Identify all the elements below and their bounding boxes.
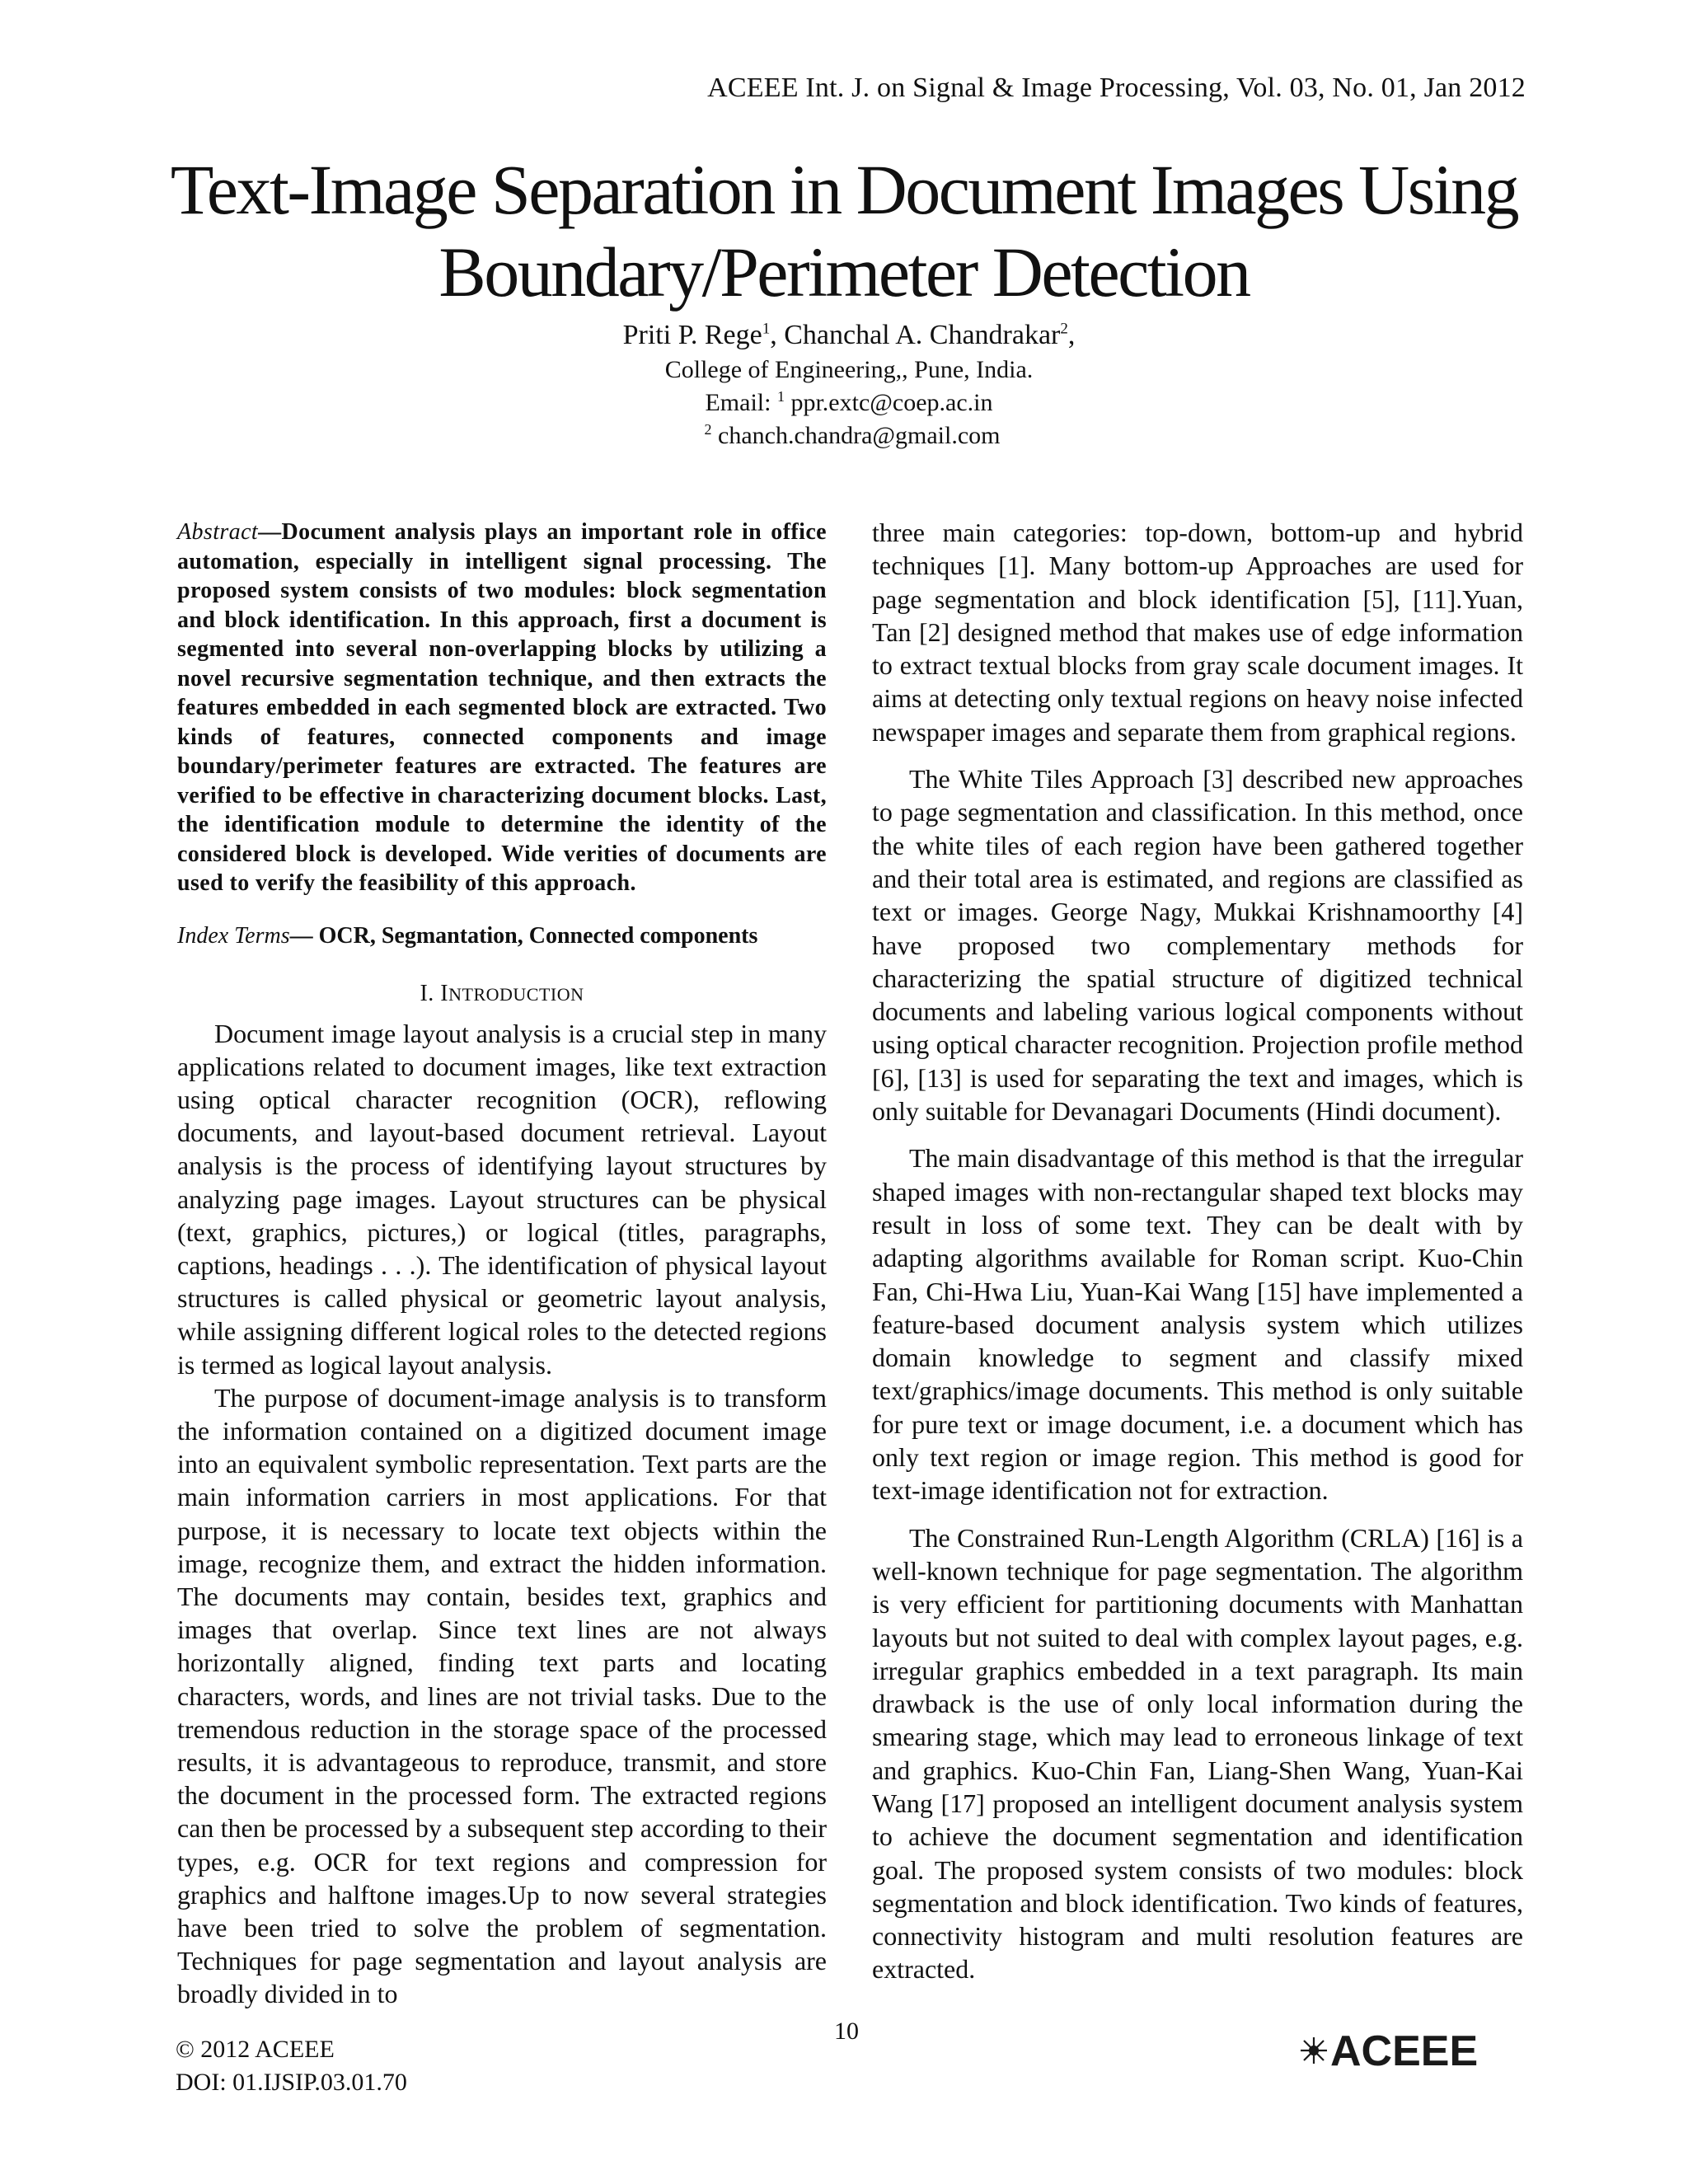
author-separator: ,	[770, 320, 785, 350]
email-line-1	[519, 387, 1179, 419]
title-line-1: Text-Image Separation in Document Images Using	[170, 150, 1518, 229]
author-1: Priti P. Rege	[622, 320, 762, 350]
right-paragraph-3: The main disadvantage of this method is that the irregular shaped images with non-rectangular shaped text blocks may result in loss of some text. They can be dealt with by adapting algorithms available for Roman script. Kuo-Chin Fan, Chi-Hwa Liu, Yuan-Kai Wang [15] have implemented a feature-based document analysis system which utilizes domain knowledge to segment and classify mixed text/graphics/image documents. This method is only suitable for pure text or image document, i.e. a document which has only text region or image region. This method is good for text-image identification not for extraction.	[872, 1143, 1523, 1506]
section-heading-introduction	[177, 981, 827, 1007]
email-1[interactable]: ppr.extc@coep.ac.in	[784, 389, 993, 416]
section-title-first-letter: I	[440, 980, 449, 1006]
intro-paragraph-1: Document image layout analysis is a crucial step in many applications related to document images, like text extraction using optical character recognition (OCR), reflowing documents, and layout-based document retrieval. Layout analysis is the process of identifying layout structures by analyzing page images. Layout structures can be physical (text, graphics, pictures,) or logical (titles, paragraphs, captions, headings . . .). The identification of physical layout structures is called physical or geometric layout analysis, while assigning different logical roles to the detected regions is termed as logical layout analysis.	[177, 1018, 827, 1380]
email-2-mark: 2	[704, 421, 712, 438]
star-burst-icon	[1301, 2037, 1327, 2064]
email-1-mark: 1	[776, 388, 785, 405]
right-column	[872, 516, 1523, 1986]
affiliation: College of Engineering,, Pune, India.	[664, 356, 1034, 383]
intro-paragraph-2: The purpose of document-image analysis is to transform the information contained on a digitized document image into an equivalent symbolic representation. Text parts are the main information carriers in most applications. For that purpose, it is necessary to locate text objects within the image, recognize them, and extract the hidden information. The documents may contain, besides text, graphics and images that overlap. Since text lines are not always horizontally aligned, finding text parts and locating characters, words, and lines are not trivial tasks. Due to the tremendous reduction in the storage space of the processed results, it is advantageous to reproduce, transmit, and store the document in the processed form. The extracted regions can then be processed by a subsequent step according to their types, e.g. OCR for text regions and compression for graphics and halftone images.Up to now several strategies have been tried to solve the problem of segmentation. Techniques for page segmentation and layout analysis are broadly divided in to	[177, 1382, 827, 2009]
section-number: I.	[420, 980, 441, 1006]
author-list	[519, 317, 1179, 354]
abstract-label: Abstract	[177, 519, 259, 545]
footer-left	[176, 2033, 407, 2099]
right-paragraph-2: The White Tiles Approach [3] described new approaches to page segmentation and classification. In this method, once the white tiles of each region have been gathered together and their total area is estimated, and regions are classified as text or images. George Nagy, Mukkai Krishnamoorthy [4] have proposed two complementary methods for characterizing the spatial structure of digitized technical documents and labeling various logical components without using optical character recognition. Projection profile method [6], [13] is used for separating the text and images, which is only suitable for Devanagari Documents (Hindi document).	[872, 764, 1523, 1127]
authors-block	[519, 317, 1179, 452]
journal-header: ACEEE Int. J. on Signal & Image Processing, Vol. 03, No. 01, Jan 2012	[707, 73, 1526, 103]
email-line-2	[519, 419, 1179, 452]
copyright: © 2012 ACEEE	[176, 2036, 335, 2063]
aceee-logo-graphic	[1294, 2019, 1525, 2077]
aceee-logo	[1294, 2019, 1525, 2077]
author-1-affil-mark: 1	[762, 320, 771, 338]
right-paragraph-1: three main categories: top-down, bottom-up and hybrid techniques [1]. Many bottom-up Approaches are used for page segmentation and block identification [5], [11].Yuan, Tan [2] designed method that makes use of edge information to extract textual blocks from gray scale document images. It aims at detecting only textual regions on heavy noise infected newspaper images and separate them from graphical regions.	[872, 518, 1523, 747]
abstract-text: —Document analysis plays an important role in office automation, especially in intelligent signal processing. The proposed system consists of two modules: block segmentation and block identification. In this approach, first a document is segmented into several non-overlapping blocks by utilizing a novel recursive segmentation technique, and then extracts the features embedded in each segmented block are extracted. Two kinds of features, connected components and image boundary/perimeter features are extracted. The features are verified to be effective in characterizing document blocks. Last, the identification module to determine the identity of the considered block is developed. Wide verities of documents are used to verify the feasibility of this approach.	[177, 519, 827, 896]
paper-title	[115, 148, 1573, 313]
index-terms	[177, 921, 827, 951]
logo-text: ACEEE	[1330, 2027, 1479, 2075]
left-column	[177, 518, 827, 2011]
right-paragraph-4: The Constrained Run-Length Algorithm (CRLA) [16] is a well-known technique for page segmentation. The algorithm is very efficient for partitioning documents with Manhattan layouts but not suited to deal with complex layout pages, e.g. irregular graphics embedded in a text paragraph. Its main drawback is the use of only local information during the smearing stage, which may lead to erroneous linkage of text and graphics. Kuo-Chin Fan, Liang-Shen Wang, Yuan-Kai Wang [17] proposed an intelligent document analysis system to achieve the document segmentation and identification goal. The proposed system consists of two modules: block segmentation and block identification. Two kinds of features, connectivity histogram and multi resolution features are extracted.	[872, 1522, 1523, 1985]
author-2: Chanchal A. Chandrakar	[784, 320, 1061, 350]
author-trail: ,	[1067, 320, 1076, 350]
index-terms-label: Index Terms	[177, 922, 290, 949]
section-title-rest: NTRODUCTION	[448, 983, 584, 1005]
index-terms-text: — OCR, Segmantation, Connected components	[289, 922, 758, 949]
doi: DOI: 01.IJSIP.03.01.70	[176, 2069, 407, 2096]
abstract	[177, 518, 827, 898]
author-2-affil-mark: 2	[1060, 320, 1068, 338]
title-line-2: Boundary/Perimeter Detection	[438, 232, 1250, 312]
page-number: 10	[834, 2018, 859, 2045]
email-2[interactable]: chanch.chandra@gmail.com	[711, 422, 1001, 449]
email-label: Email:	[705, 389, 777, 416]
